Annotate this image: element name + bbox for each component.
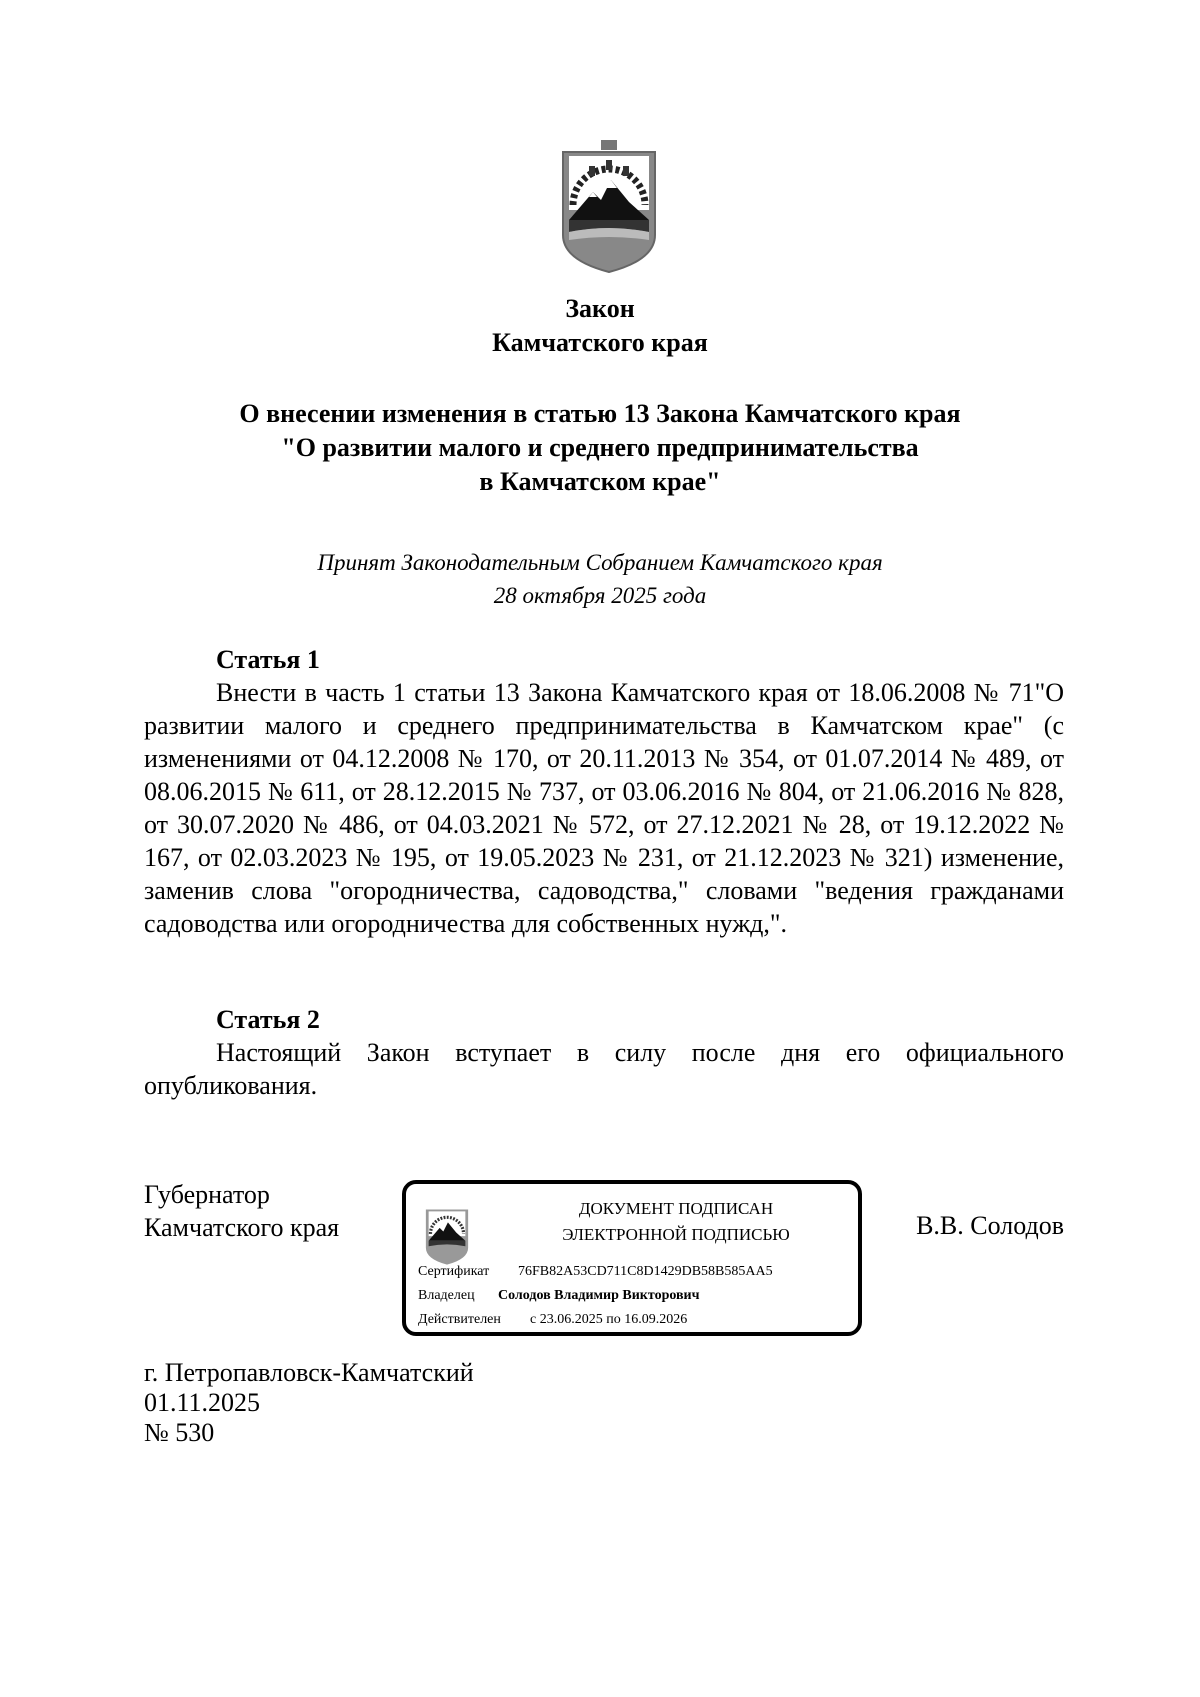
stamp-certificate-row: [418, 1264, 773, 1280]
stamp-title-line1: ДОКУМЕНТ ПОДПИСАН: [578, 1199, 774, 1218]
electronic-signature-stamp: [402, 1180, 862, 1336]
certificate-label: Сертификат: [418, 1264, 490, 1279]
article2-heading: Статья 2: [216, 1005, 320, 1034]
governor-region: Камчатского края: [144, 1213, 340, 1242]
governor-title: Губернатор: [144, 1180, 270, 1209]
stamp-title: [506, 1196, 846, 1248]
adopted-note: [0, 546, 1200, 612]
law-header: [0, 292, 1200, 360]
article1-heading: Статья 1: [216, 645, 320, 674]
law-title-line3: в Камчатском крае": [479, 467, 721, 496]
owner-label: Владелец: [418, 1288, 475, 1303]
law-title-line2: "О развитии малого и среднего предпринимательства: [281, 433, 919, 462]
law-number: № 530: [144, 1418, 215, 1447]
article2-text: Настоящий Закон вступает в силу после дня его официального опубликования.: [144, 1038, 1064, 1100]
place-date-number: [144, 1358, 474, 1448]
law-title-line1: О внесении изменения в статью 13 Закона Камчатского края: [239, 399, 961, 428]
owner-value: Солодов Владимир Викторович: [498, 1288, 700, 1303]
stamp-title-line2: ЭЛЕКТРОННОЙ ПОДПИСЬЮ: [562, 1225, 790, 1244]
city: г. Петропавловск-Камчатский: [144, 1358, 474, 1387]
stamp-owner-row: [418, 1288, 700, 1304]
stamp-validity-row: [418, 1312, 687, 1328]
law-title: [0, 397, 1200, 499]
law-label: Закон: [565, 294, 635, 323]
governor-name: В.В. Солодов: [916, 1211, 1064, 1240]
law-date: 01.11.2025: [144, 1388, 261, 1417]
adopted-date: 28 октября 2025 года: [493, 583, 707, 608]
validity-value: с 23.06.2025 по 16.09.2026: [530, 1312, 688, 1327]
coat-of-arms-icon: [555, 140, 663, 275]
law-region: Камчатского края: [492, 328, 708, 357]
coat-of-arms-small-icon: [422, 1204, 472, 1266]
validity-label: Действителен: [418, 1312, 501, 1327]
certificate-value: 76FB82A53CD711C8D1429DB58B585AA5: [518, 1264, 773, 1279]
article1-text: Внести в часть 1 статьи 13 Закона Камчатского края от 18.06.2008 № 71"О развитии малого и среднего предпринимательства в Камчатском крае" (с изменениями от 04.12.2008 № 170, от 20.11.2013 № 354, от 01.07.2014 № 489, от 08.06.2015 № 611, от 28.12.2015 № 737, от 03.06.2016 № 804, от 21.06.2016 № 828, от 30.07.2020 № 486, от 04.03.2021 № 572, от 27.12.2021 № 28, от 19.12.2022 № 167, от 02.03.2023 № 195, от 19.05.2023 № 231, от 21.12.2023 № 321) изменение, заменив слова "огородничества, садоводства," словами "ведения гражданами садоводства или огородничества для собственных нужд,".: [144, 678, 1064, 938]
adopted-line1: Принят Законодательным Собранием Камчатского края: [317, 550, 883, 575]
governor-position: [144, 1178, 339, 1244]
